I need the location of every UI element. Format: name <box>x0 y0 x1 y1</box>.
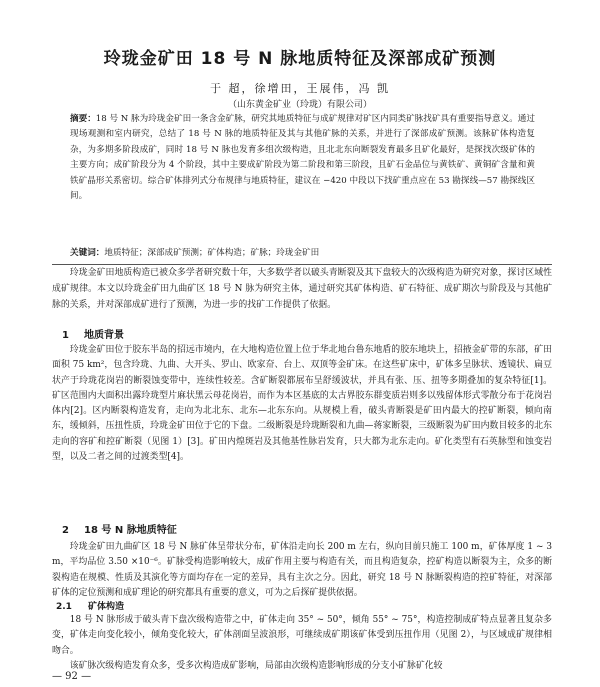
keywords-text: 地质特征；深部成矿预测；矿体构造；矿脉；玲珑金矿田 <box>104 248 320 258</box>
section-2-title: 18 号 N 脉地质特征 <box>84 525 177 536</box>
section-1-heading <box>62 326 124 341</box>
paper-title: 玲珑金矿田 18 号 N 脉地质特征及深部成矿预测 <box>103 49 497 69</box>
section-2-paragraph: 玲珑金矿田九曲矿区 18 号 N 脉矿体呈带状分布，矿体沿走向长 200 m 左右，纵向目前只施工 100 m，矿体厚度 1 ~ 3 m，平均品位 3.50 ×10⁻⁶。矿脉受构造影响较大，成矿作用主要与构造有关，而且构造复杂，控矿构造以断裂为主，众多的断裂构造在规模、性质及其演化等方面均存在一定的差异，具有主次之分。因此，研究 18 号 N 脉断裂构造的控矿特征，对深部矿体的定位预测和成矿理论的研究都具有重要的意义，可为之后探矿提供依据。 <box>52 542 552 598</box>
section-2-number: 2 <box>62 525 69 536</box>
page-number: — 92 — <box>52 671 92 682</box>
section-1-paragraph: 玲珑金矿田位于胶东半岛的招远市境内，在大地构造位置上位于华北地台鲁东地盾的胶东地块上，招掖金矿带的东部，矿田面积 75 km²，包含玲珑、九曲、大开头、罗山、欧家夼、台上、双顶等金矿床。在这些矿床中，矿体多呈脉状、透镜状、扁豆状产于玲珑花岗岩的断裂蚀变带中，连续性较差。含矿断裂都展布呈舒缓波状，并具有张、压、扭等多期叠加的复杂特征[1]。矿区范围内大面积出露玲珑型片麻状黑云母花岗岩，而作为本区基底的太古界胶东群变质岩则多以残留体形式零散分布于花岗岩体内[2]。区内断裂构造发育，走向为北北东、北东—北东东向。从规模上看，破头青断裂是矿田内最大的控矿断裂，倾向南东，缓倾斜，压扭性质，玲珑金矿田位于它的下盘。二级断裂是玲珑断裂和九曲—蒋家断裂，三级断裂为矿田内数目较多的北东走向的容矿和控矿断裂（见图 1）[3]。矿田内煌斑岩及其他基性脉岩发育，只大都为北东走向。矿化类型有石英脉型和蚀变岩型，以及二者之间的过渡类型[4]。 <box>52 345 552 463</box>
abstract-divider <box>52 264 552 265</box>
section-2-1-paragraph-2: 该矿脉次级构造发育众多，受多次构造成矿影响，局部由次级构造影响形成的分支小矿脉矿化较 <box>69 660 443 671</box>
introduction-paragraph: 玲珑金矿田地质构造已被众多学者研究数十年，大多数学者以破头青断裂及其下盘较大的次级构造为研究对象，探讨区域性成矿规律。本文以玲珑金矿田九曲矿区 18 号 N 脉为研究主体，通过研究其矿体构造、矿石特征、成矿期次与阶段及与其他矿脉的关系，并对深部成矿进行了预测，为进一步的找矿工作提供了依据。 <box>52 268 552 310</box>
affiliation: （山东黄金矿业（玲珑）有限公司） <box>227 100 372 110</box>
section-2-1-title: 矿体构造 <box>88 602 125 612</box>
keywords <box>70 246 535 260</box>
section-2-1-body <box>52 613 552 674</box>
section-1-title: 地质背景 <box>84 330 124 341</box>
section-2-1-paragraph-1: 18 号 N 脉形成于破头青下盘次级构造带之中，矿体走向 35° ~ 50°，倾角 55° ~ 75°，构造控制成矿特点显著且复杂多变，矿体走向变化较小，倾角变化较大，矿体剖面呈波浪形，可继续成矿期该矿体受到压扭作用（见图 2），与区域成矿规律相吻合。 <box>52 615 552 656</box>
abstract-label: 摘要： <box>70 114 96 124</box>
section-2-1-number: 2.1 <box>56 602 72 612</box>
section-1-number: 1 <box>62 330 69 341</box>
section-2-heading <box>62 521 177 536</box>
section-2-1-heading <box>56 599 124 612</box>
abstract-text: 18 号 N 脉为玲珑金矿田一条含金矿脉，研究其地质特征与成矿规律对矿区内同类矿脉找矿具有重要指导意义。通过现场观测和室内研究，总结了 18 号 N 脉的地质特征及其与其他矿脉的关系，并进行了深部成矿预测。该脉矿体构造复杂，为多期多阶段成矿，同时 18 号 N 脉也发育多组次级构造，且北北东向断裂发育最多且矿化最好，是探找次级矿体的主要方向；成矿阶段分为 4 个阶段，其中主要成矿阶段为第二阶段和第三阶段，且矿石金品位与黄铁矿、黄铜矿含量和黄铁矿晶形关系密切。综合矿体排列式分布规律与地质特征，建议在 −420 中段以下找矿重点应在 53 勘探线—57 勘探线区间。 <box>70 114 535 202</box>
author-list: 于 超，徐增田，王展伟，冯 凯 <box>210 82 390 95</box>
keywords-label: 关键词： <box>70 248 105 258</box>
abstract <box>70 112 535 204</box>
